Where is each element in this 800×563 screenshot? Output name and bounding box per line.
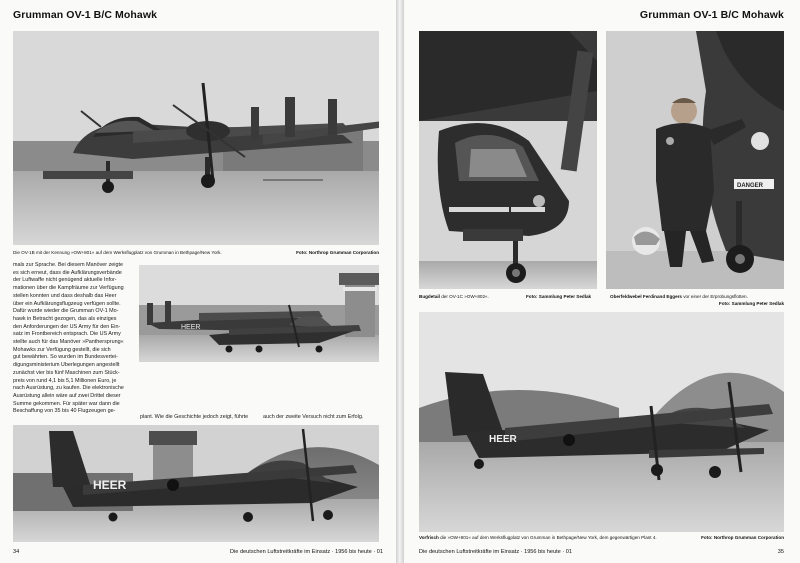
caption-bottom <box>419 535 657 541</box>
body-line: Mohawks zur Verfügung gestellt, die sich <box>13 346 111 353</box>
credit-ov1b: Foto: Northrop Grumman Corporation <box>296 250 379 255</box>
body-line: hawk in Betracht gezogen, das als einziges <box>13 315 117 322</box>
svg-text:HEER: HEER <box>181 324 201 331</box>
body-line: mals zur Sprache. Bei diesem Manöver zeigte <box>13 262 123 268</box>
photo-nose-detail <box>419 31 597 289</box>
body-line: den Anforderungen der US Army für den Ein- <box>13 323 121 330</box>
body-line: Summe gekommen. Für später war dann die <box>13 400 120 407</box>
body-line: Ausrüstung allein wäre auf zwei Drittel dieser <box>13 392 121 399</box>
body-text-column-2 <box>140 414 260 422</box>
body-line: es sich erneut, dass die Aufklärungsverbände <box>13 269 122 276</box>
body-line: gut bewährten. So wurden im Bundesvertei- <box>13 354 118 361</box>
body-line: digungsministerium Überlegungen angestellt <box>13 362 120 369</box>
body-line: Beschaffung von 35 bis 40 Flugzeugen ge- <box>13 408 116 415</box>
footer-title-left: Die deutschen Luftstreitkräfte im Einsatz · 1956 bis heute · 01 <box>230 549 383 555</box>
photo-heer-mohawk-hangar <box>13 425 379 542</box>
page-header-right: Grumman OV-1 B/C Mohawk <box>639 9 784 21</box>
body-text-column-3 <box>263 414 383 422</box>
right-page <box>404 0 800 563</box>
body-line: stellen konnten und dass deshalb das Heer <box>13 292 117 299</box>
caption-text: die »OW+801« auf dem Werksflugplatz von Grumman in Bethpage/New York, dem gegenwärtigen Plant 4. <box>438 535 657 540</box>
credit-pilot: Foto: Sammlung Peter Sedlak <box>718 301 784 306</box>
caption-ov1b: Die OV-1B mit der Kennung »OW+801« auf dem Werksflugplatz von Grumman in Bethpage/New York. <box>13 250 222 255</box>
body-line: plant. Wie die Geschichte jedoch zeigt, führte <box>140 414 249 420</box>
credit-bottom: Foto: Northrop Grumman Corporation <box>701 535 784 540</box>
caption-text: vor einer der Erprobungsflotten. <box>681 294 748 299</box>
caption-text: der OV-1C »OW+802«. <box>439 294 489 299</box>
credit-nose-detail: Foto: Sammlung Peter Sedlak <box>526 294 592 299</box>
body-line: Dafür wurde wieder die Grumman OV-1 Mo- <box>13 308 119 315</box>
tail-marking-heer: HEER <box>489 434 517 445</box>
photo-pilot-oberfeldwebel <box>606 31 784 289</box>
body-line: auch der zweite Versuch nicht zum Erfolg. <box>263 414 364 420</box>
body-line: nach Ausrüstung, zu kaufen. Die elektronische <box>13 385 124 392</box>
left-page <box>0 0 396 563</box>
page-gutter <box>396 0 404 563</box>
photo-mohawk-lineup <box>139 265 379 362</box>
body-line: preis von rund 4,1 bis 5,1 Millionen Euro, je <box>13 377 117 384</box>
body-line: mationen über die Kampfräume zur Verfügung <box>13 285 124 292</box>
tail-marking-heer: HEER <box>93 478 127 492</box>
body-line: über ein Aufklärungsflugzeug verfügen sollte. <box>13 300 121 307</box>
danger-label: DANGER <box>737 183 764 189</box>
body-line: zunächst vier bis fünf Maschinen zum Stück- <box>13 369 120 376</box>
page-number-left: 34 <box>13 549 20 555</box>
body-line: der Luftwaffe nicht genügend aktuelle Infor- <box>13 277 117 284</box>
caption-bold: Bugdetail <box>419 294 440 299</box>
caption-pilot <box>610 294 748 300</box>
page-number-right: 35 <box>777 549 784 555</box>
body-text-column-1 <box>13 262 134 416</box>
photo-heer-mohawk-factory <box>419 312 784 532</box>
footer-title-right: Die deutschen Luftstreitkräfte im Einsatz · 1956 bis heute · 01 <box>419 549 572 555</box>
body-line: satz im Frontbereich entsprach. Die US Army <box>13 331 121 338</box>
caption-bold: Oberfeldwebel Ferdinand Eggers <box>610 294 682 299</box>
caption-bold: Vorfrisch <box>419 535 439 540</box>
body-line: stellte auch für das Manöver »Panthersprung« <box>13 339 124 346</box>
photo-ov1b-front <box>13 31 379 245</box>
caption-nose-detail <box>419 294 489 300</box>
page-header-left: Grumman OV-1 B/C Mohawk <box>13 9 158 21</box>
